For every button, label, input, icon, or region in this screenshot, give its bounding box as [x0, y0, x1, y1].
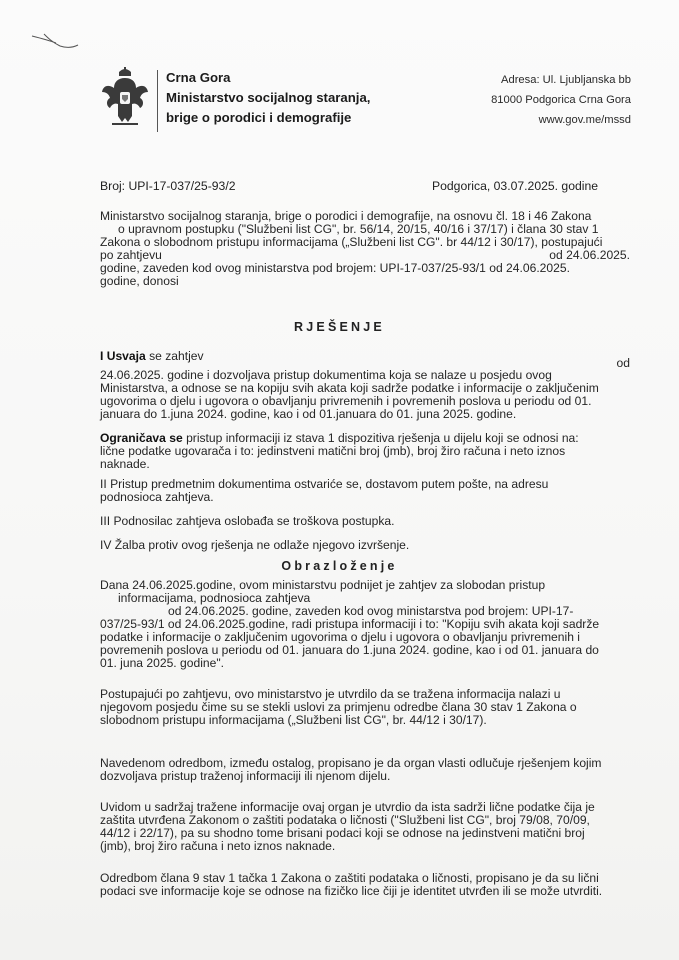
document-date: Podgorica, 03.07.2025. godine [432, 179, 599, 193]
reasoning-paragraph-5 [100, 872, 630, 898]
text-bold: I Usvaja [100, 349, 146, 363]
decision-point-4: IV Žalba protiv ovog rješenja ne odlaže njegovo izvršenje. [100, 538, 410, 552]
reasoning-paragraph-2 [100, 688, 630, 727]
address-website: www.gov.me/mssd [538, 114, 631, 126]
text-line: Ministarstvo socijalnog staranja, brige o porodici i demografije, na osnovu čl. 18 i 46 Zakona [100, 209, 592, 223]
text-line: 037/25-93/1 od 24.06.2025.godine, radi pristupa informaciji i to: "Kopiju svih akata koji sadrže [100, 617, 600, 631]
text-line: od 24.06.2025. godine, zaveden kod ovog ministarstva pod brojem: UPI-17- [168, 604, 574, 618]
org-country: Crna Gora [166, 70, 231, 85]
text-line: Ministarstva, a odnose se na kopiju svih akata koji sadrže podatke i informacije o zaključenim [100, 381, 599, 395]
text-line: godine, zaveden kod ovog ministarstva pod brojem: UPI-17-037/25-93/1 od 24.06.2025. [100, 261, 570, 275]
text-line: (jmb), broj žiro računa i neto iznos naknade. [100, 839, 336, 853]
decision-point-2 [100, 478, 630, 504]
decision-point-1 [100, 350, 630, 421]
reasoning-paragraph-4 [100, 801, 630, 853]
decision-title: RJEŠENJE [294, 320, 385, 334]
text-line: naknade. [100, 457, 150, 471]
text-line: podatke i informacije o zaključenim ugovorima o djelu i ugovora o obavljanju privremenih i [100, 630, 580, 644]
header-divider [157, 70, 158, 132]
intro-paragraph [100, 210, 630, 288]
address-street: Adresa: Ul. Ljubljanska bb [501, 74, 631, 86]
decision-point-3: III Podnosilac zahtjeva oslobađa se troškova postupka. [100, 514, 395, 528]
text-segment: od 24.06.2025. [549, 248, 630, 262]
org-ministry-line2: brige o porodici i demografije [166, 110, 352, 125]
address-city: 81000 Podgorica Crna Gora [491, 94, 631, 106]
text-bold: Ograničava se [100, 431, 183, 445]
text-line: 44/12 i 22/17), pa su shodno tome brisani podaci koji se odnose na jedinstveni matični broj [100, 826, 585, 840]
text-line: II Pristup predmetnim dokumentima ostvariće se, dostavom putem pošte, na adresu [100, 477, 549, 491]
text-segment: po zahtjevu [100, 248, 162, 262]
organization-name [166, 68, 370, 128]
text-line: informacijama, podnosioca zahtjeva [118, 591, 311, 605]
text-line: godine, donosi [100, 274, 179, 288]
text-segment: se zahtjev [145, 349, 204, 363]
text-line: Odredbom člana 9 stav 1 tačka 1 Zakona o zaštiti podataka o ličnosti, propisano je da su lični [100, 871, 599, 885]
text-line: 24.06.2025. godine i dozvoljava pristup dokumentima koja se nalaze u posjedu ovog [100, 368, 552, 382]
reasoning-paragraph-3 [100, 757, 630, 783]
text-line: njegovom posjedu čime su se stekli uslovi za primjenu odredbe člana 30 stav 1 Zakona o [100, 700, 577, 714]
document-number: Broj: UPI-17-037/25-93/2 [100, 179, 236, 193]
reasoning-paragraph-1 [100, 579, 630, 670]
text-line [100, 349, 630, 370]
text-line: Postupajući po zahtjevu, ovo ministarstvo je utvrdilo da se tražena informacija nalazi u [100, 687, 561, 701]
decision-point-limitation [100, 432, 630, 471]
org-ministry-line1: Ministarstvo socijalnog staranja, [166, 90, 371, 105]
coat-of-arms-icon [100, 66, 150, 128]
text-line: Navedenom odredbom, između ostalog, propisano je da organ vlasti odlučuje rješenjem kojim [100, 756, 602, 770]
address-block [491, 70, 631, 130]
text-line: ugovorima o djelu i ugovora o obavljanju privremenih i povremenih poslova u periodu od 01. [100, 394, 592, 408]
text-line: januara do 1.juna 2024. godine, kao i od 01.januara do 01. juna 2025. godine. [100, 407, 517, 421]
text-line: slobodnom pristupu informacijama („Službeni list CG", br. 44/12 i 30/17). [100, 713, 487, 727]
text-line: podaci sve informacije koje se odnose na fizičko lice čiji je identitet utvrđen ili se može utvrditi. [100, 884, 603, 898]
text-segment: pristup informaciji iz stava 1 dispozitiva rješenja u dijelu koji se odnosi na: [182, 431, 579, 445]
text-segment: od [616, 356, 630, 370]
text-line: lične podatke ugovarača i to: jedinstveni matični broj (jmb), broj žiro računa i neto iznos [100, 444, 566, 458]
text-line: povremenih poslova u periodu od 01. januara do 1.juna 2024. godine, kao i od 01. januara do [100, 643, 599, 657]
handwritten-mark-icon [30, 30, 80, 52]
text-line: Zakona o slobodnom pristupu informacijama („Službeni list CG". br 44/12 i 30/17), postupajući [100, 235, 603, 249]
text-line: o upravnom postupku ("Službeni list CG", br. 56/14, 20/15, 40/16 i 37/17) i člana 30 stav 1 [118, 222, 599, 236]
text-line: zaštita utvrđena Zakonom o zaštiti podataka o ličnosti ("Službeni list CG", broj 79/08, 70/09, [100, 813, 590, 827]
text-line: dozvoljava pristup traženoj informaciji ili njenom dijelu. [100, 769, 391, 783]
text-line: 01. juna 2025. godine". [100, 656, 224, 670]
text-line: podnosioca zahtjeva. [100, 490, 214, 504]
reasoning-title: Obrazloženje [281, 559, 398, 573]
text-line [100, 249, 630, 262]
text-line: Dana 24.06.2025.godine, ovom ministarstvu podnijet je zahtjev za slobodan pristup [100, 578, 546, 592]
text-line: Uvidom u sadržaj tražene informacije ovaj organ je utvrdio da ista sadrži lične podatke čija je [100, 800, 595, 814]
